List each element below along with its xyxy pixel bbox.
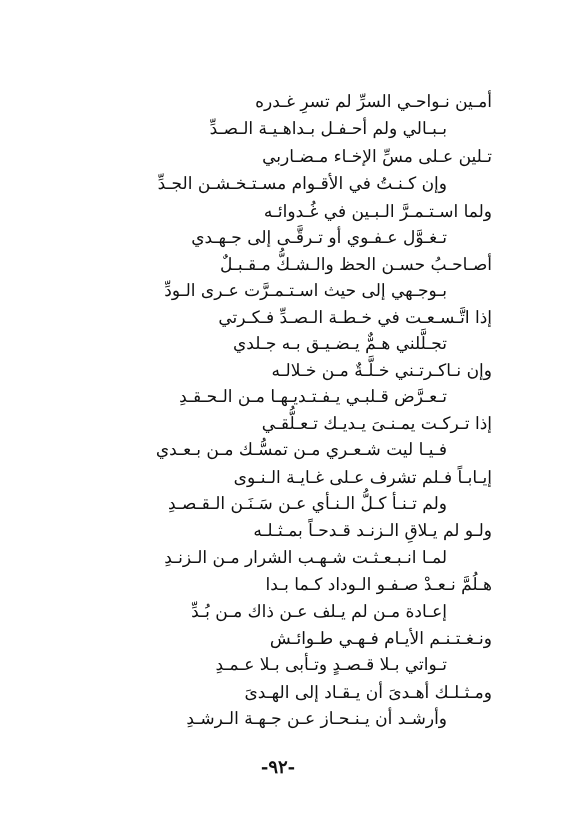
verse-line: ونـغـتـنـم الأيـام فـهـي طـوائـش [269,629,492,649]
verse-line: تجـلَّلني هـمٌّ يـضـيـق بـه جـلدي [232,334,447,354]
verse-line: ولما اسـتـمـرَّ الـبـين في غُـدوائـه [263,202,492,222]
verse-line: تـعـرَّض قـلبـي يـفـتـديـهـا مـن الـحـقـدِ [179,387,447,407]
verse-line: إعـادة مـن لم يـلف عـن ذاك مـن بُـدِّ [191,602,447,622]
verse-line: إيـابـاً فـلم تشرف عـلى غـايـة الـنـوى [233,468,492,488]
verse-line: بـوجـهي إلى حيث اسـتـمـرَّت عـرى الـودِّ [164,281,447,301]
verse-line: أصـاحـبُ حسـن الحظ والـشـكُّ مـقـبـلٌ [220,255,492,275]
verse-line: أمـين نـواحـي السرِّ لم تسرِ غـدره [255,92,492,112]
verse-line: هـلُمَّ نـعـدْ صـفـو الـوداد كـما بـدا [265,575,492,595]
page-number: -٩٢- [260,757,296,778]
verse-line: وإن كـنـتُ في الأقـوام مسـتـخـشـن الجـدِّ [157,174,447,194]
verse-line: وأرشـد أن يـنـحـاز عـن جـهـة الـرشـدِ [186,709,447,729]
verse-line: وإن نـاكـرتـني خـلَّـةٌ مـن خـلالـه [271,361,492,381]
verse-line: إذا تـركـت يمـنـىَ يـديـك تـعـلُّقـي [261,414,492,434]
verse-line: ومـثـلـك أهـدىَ أن يـقـاد إلى الهـدىَ [244,683,492,703]
verse-line: تـغـوَّل عـفـوي أو تـرقَّـى إلى جـهـدي [191,228,447,248]
verse-line: ولم تـنـأ كـلُّ الـنـأي عـن سَـنَـن الـقـصـدِ [167,494,447,514]
verse-line: لمـا انـبـعـثـت شـهـب الشرار مـن الـزنـدِ [164,548,447,568]
verse-line: بـبـالي ولم أحـفـل بـداهـيـة الـصـدِّ [209,119,447,139]
verse-line: تـلين عـلى مسِّ الإخـاء مـضـاربي [262,147,492,167]
verse-line: فـيـا ليت شـعـري مـن تمسُّـك مـن بـعـدي [155,440,447,460]
verse-line: ولـو لم يـلاقِ الـزنـد قـدحـاً بمـثـلـه [253,521,492,541]
verse-line: إذا اتَّـسـعـت في خـطـة الـصـدِّ فـكـرتي [218,308,492,328]
verse-line: تـواتي بـلا قـصـدٍ وتـأبى بـلا عـمـدِ [215,655,447,675]
